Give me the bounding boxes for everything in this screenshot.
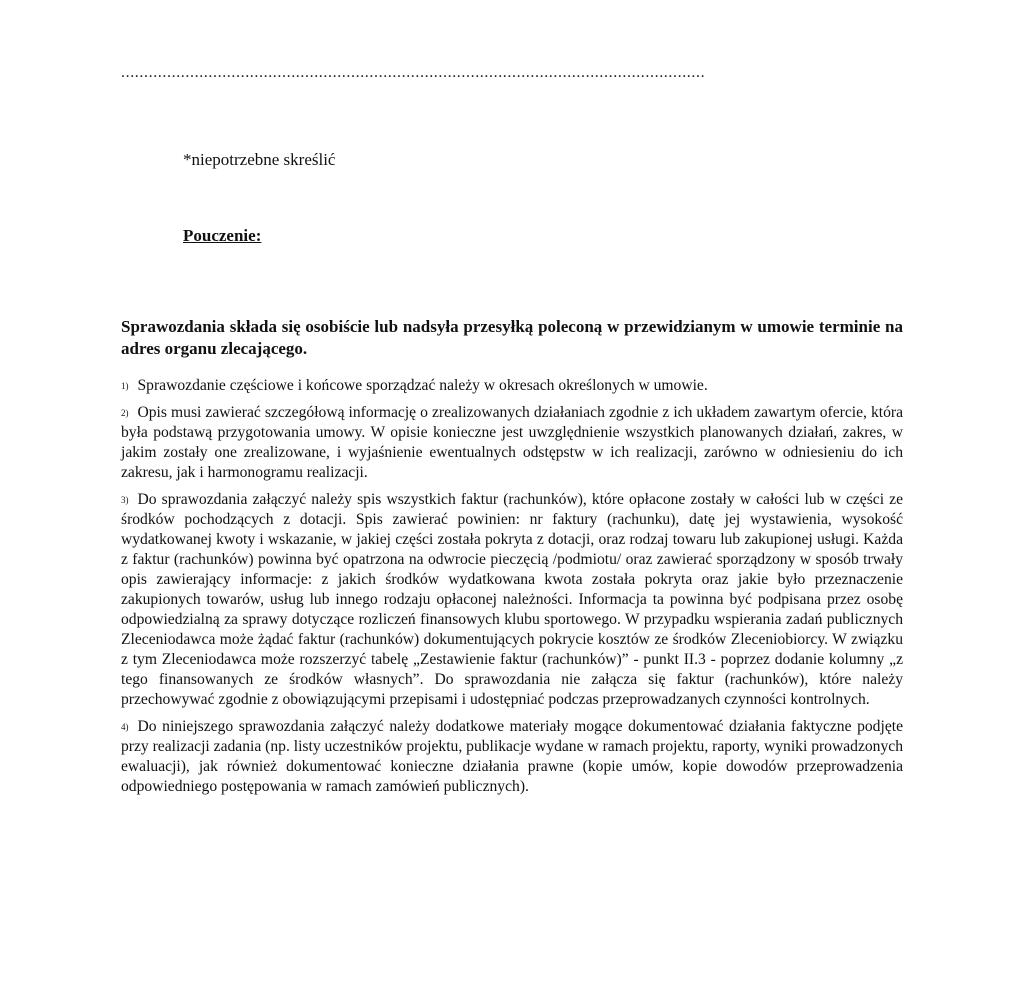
item-number: 1) <box>121 381 129 391</box>
signature-dotted-line: ............................................................................................................................... <box>121 64 706 81</box>
item-text: Opis musi zawierać szczegółową informację o zrealizowanych działaniach zgodnie z ich układem zawartym ofercie, która była podstawą przygotowania umowy. W opisie konieczne jest uwzględnienie wszystkich planowanych działań, zakres, w jakim zostały one zrealizowane, i wyjaśnienie ewentualnych odstępstw w ich realizacji, zarówno w odniesieniu do ich zakresu, jak i harmonogramu realizacji. <box>121 404 903 481</box>
list-item <box>121 376 903 396</box>
list-item <box>121 403 903 483</box>
item-text: Do sprawozdania załączyć należy spis wszystkich faktur (rachunków), które opłacone zostały w całości lub w części ze środków pochodzących z dotacji. Spis zawierać powinien: nr faktury (rachunku), datę jej wystawienia, wysokość wydatkowanej kwoty i wskazanie, w jakiej części została pokryta z dotacji, oraz rodzaj towaru lub zakupionej usługi. Każda z faktur (rachunków) powinna być opatrzona na odwrocie pieczęcią /podmiotu/ oraz zawierać sporządzony w sposób trwały opis zawierający informacje: z jakich środków wydatkowana kwota została pokryta oraz jakie było przeznaczenie zakupionych towarów, usług lub innego rodzaju opłaconej należności. Informacja ta powinna być podpisana przez osobę odpowiedzialną za sprawy dotyczące rozliczeń finansowych klubu sportowego. W przypadku wspierania zadań publicznych Zleceniodawca może żądać faktur (rachunków) dokumentujących pokrycie kosztów ze środków Zleceniobiorcy. W związku z tym Zleceniodawca może rozszerzyć tabelę „Zestawienie faktur (rachunków)” - punkt II.3 - poprzez dodanie kolumny „z tego finansowanych ze środków własnych”. Do sprawozdania nie załącza się faktur (rachunków), które należy przechowywać zgodnie z obowiązującymi przepisami i udostępniać podczas przeprowadzanych czynności kontrolnych. <box>121 491 903 708</box>
instructions-list <box>121 376 903 804</box>
item-number: 2) <box>121 408 129 418</box>
item-number: 4) <box>121 722 129 732</box>
strike-out-note: *niepotrzebne skreślić <box>183 150 336 169</box>
item-text: Sprawozdanie częściowe i końcowe sporządzać należy w okresach określonych w umowie. <box>137 377 708 394</box>
item-number: 3) <box>121 495 129 505</box>
instructions-heading: Pouczenie: <box>183 226 262 245</box>
item-text: Do niniejszego sprawozdania załączyć należy dodatkowe materiały mogące dokumentować działania faktyczne podjęte przy realizacji zadania (np. listy uczestników projektu, publikacje wydane w ramach projektu, raporty, wyniki prowadzonych ewaluacji), jak również dokumentować konieczne działania prawne (kopie umów, kopie dowodów przeprowadzenia odpowiedniego postępowania w ramach zamówień publicznych). <box>121 718 903 795</box>
submission-intro: Sprawozdania składa się osobiście lub nadsyła przesyłką poleconą w przewidzianym w umowie terminie na adres organu zlecającego. <box>121 317 903 358</box>
list-item <box>121 490 903 710</box>
list-item <box>121 717 903 797</box>
